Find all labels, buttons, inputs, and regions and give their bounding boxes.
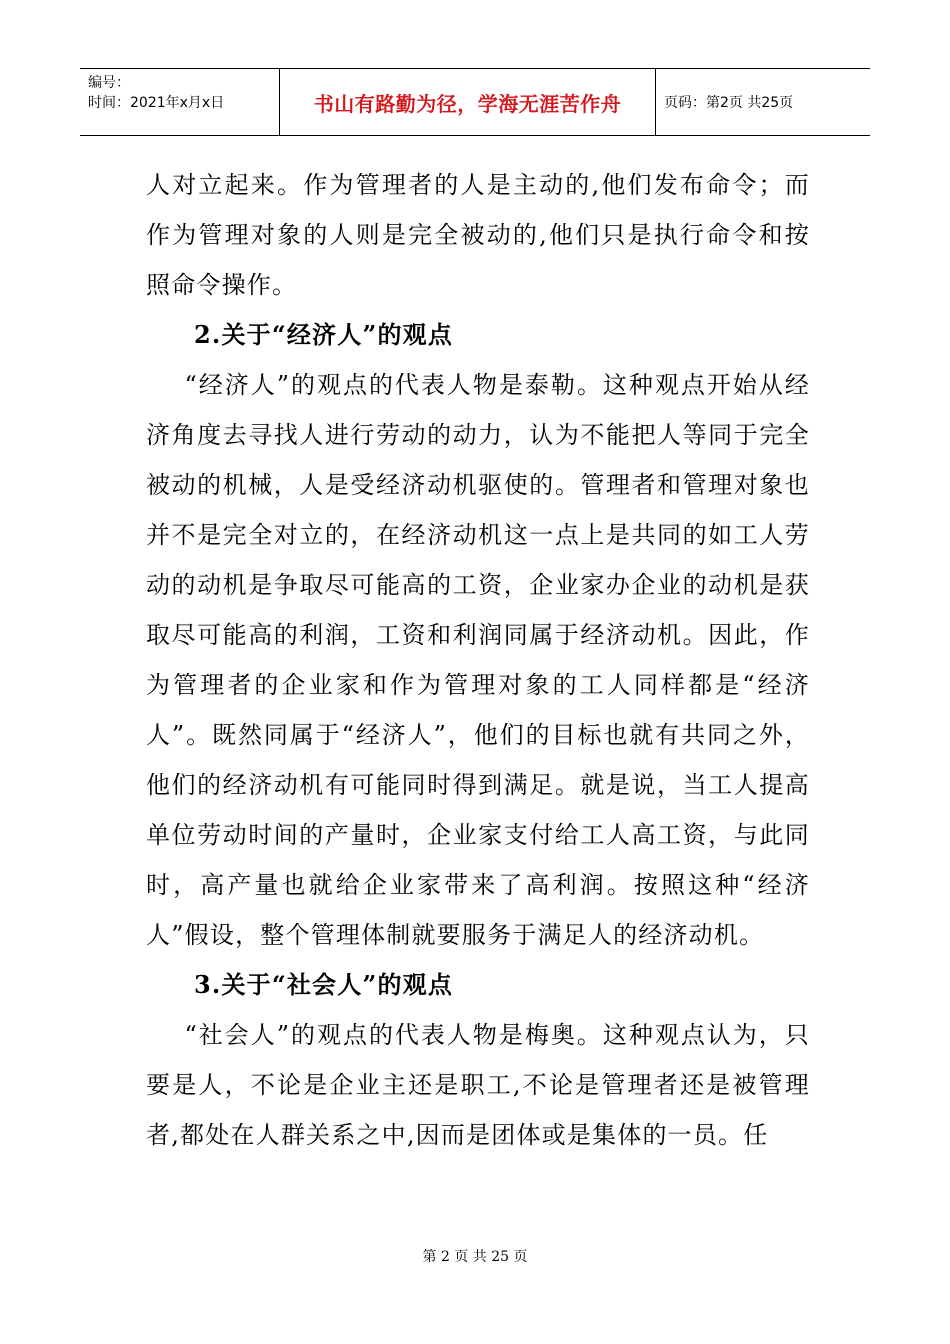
header-page-info: 页码：第2页 共25页: [664, 95, 794, 111]
document-time: 时间：2021年x月x日: [88, 95, 225, 111]
paragraph: “社会人”的观点的代表人物是梅奥。这种观点认为，只要是人，不论是企业主还是职工,不论是管理者还是被管理者,都处在人群关系之中,因而是团体或是集体的一员。任: [146, 1021, 810, 1149]
page-footer: [0, 1246, 950, 1266]
paragraph: 人对立起来。作为管理者的人是主动的,他们发布命令；而作为管理对象的人则是完全被动的,他们只是执行命令和按照命令操作。: [146, 171, 810, 299]
footer-page-number: 第 2 页 共 25 页: [422, 1249, 528, 1265]
section-heading: 3.关于“社会人”的观点: [194, 970, 454, 999]
section-heading: 2.关于“经济人”的观点: [194, 320, 454, 349]
document-body: [146, 160, 810, 1160]
header-motto-cell: [280, 69, 656, 135]
page-header: [80, 68, 870, 136]
document-number: 编号：: [88, 75, 130, 91]
header-motto: 书山有路勤为径，学海无涯苦作舟: [313, 91, 622, 116]
header-meta: [80, 69, 280, 135]
paragraph: “经济人”的观点的代表人物是泰勒。这种观点开始从经济角度去寻找人进行劳动的动力，认为不能把人等同于完全被动的机械，人是受经济动机驱使的。管理者和管理对象也并不是完全对立的，在经济动机这一点上是共同的如工人劳动的动机是争取尽可能高的工资，企业家办企业的动机是获取尽可能高的利润，工资和利润同属于经济动机。因此，作为管理者的企业家和作为管理对象的工人同样都是“经济人”。既然同属于“经济人”，他们的目标也就有共同之外，他们的经济动机有可能同时得到满足。就是说，当工人提高单位劳动时间的产量时，企业家支付给工人高工资，与此同时，高产量也就给企业家带来了高利润。按照这种“经济人”假设，整个管理体制就要服务于满足人的经济动机。: [146, 371, 810, 949]
header-page-cell: [656, 69, 870, 135]
